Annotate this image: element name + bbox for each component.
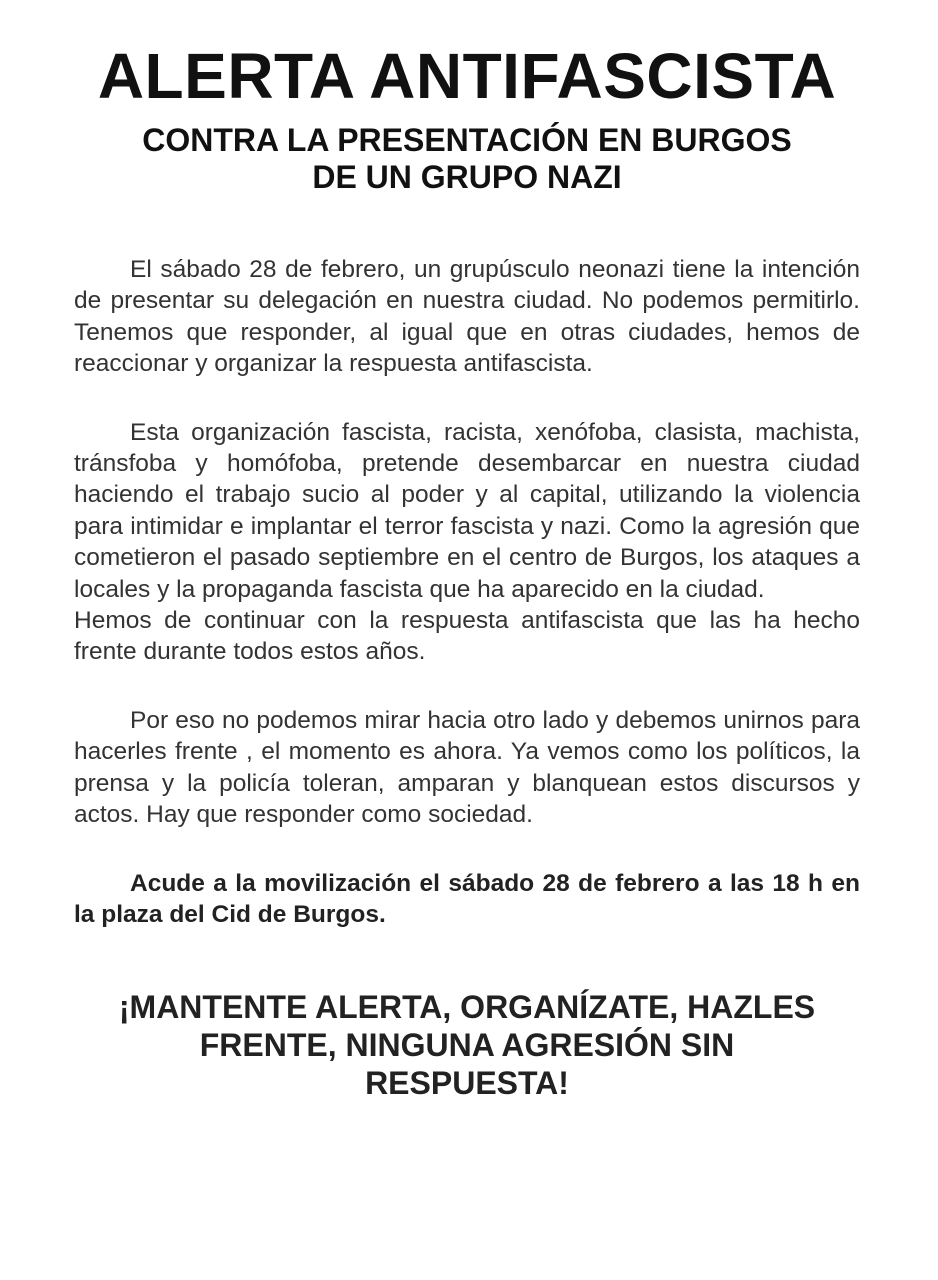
slogan-line-1: ¡MANTENTE ALERTA, ORGANÍZATE, HAZLES — [118, 989, 816, 1026]
flyer-subtitle — [74, 122, 860, 196]
slogan-line-3: RESPUESTA! — [365, 1065, 569, 1102]
paragraph-organization: Esta organización fascista, racista, xenófoba, clasista, machista, tránsfoba y homófoba, pretende desembarcar en nuestra ciudad haciendo el trabajo sucio al poder y al capital, utilizando la violencia para intimidar e implantar el terror fascista y nazi. Como la agresión que cometieron el pasado septiembre en el centro de Burgos, los ataques a locales y la propaganda fascista que ha aparecido en la ciudad. — [74, 418, 860, 603]
slogan-line-2: FRENTE, NINGUNA AGRESIÓN SIN — [199, 1027, 735, 1064]
subtitle-line-2: DE UN GRUPO NAZI — [312, 159, 622, 195]
paragraph-call-to-unite: Por eso no podemos mirar hacia otro lado y debemos unirnos para hacerles frente , el momento es ahora. Ya vemos como los políticos, la prensa y la policía toleran, amparan y blanquean estos discursos y actos. Hay que responder como sociedad. — [74, 706, 860, 829]
paragraph-announcement: El sábado 28 de febrero, un grupúsculo neonazi tiene la intención de presentar su delegación en nuestra ciudad. No podemos permitirlo. Tenemos que responder, al igual que en otras ciudades, hemos de reaccionar y organizar la respuesta antifascista. — [74, 256, 860, 378]
flyer-title: ALERTA ANTIFASCISTA — [97, 40, 837, 112]
flyer-body — [74, 254, 860, 930]
paragraph-continue: Hemos de continuar con la respuesta antifascista que las ha hecho frente durante todos estos años. — [74, 607, 860, 666]
flyer-slogan — [74, 988, 860, 1102]
subtitle-line-1: CONTRA LA PRESENTACIÓN EN BURGOS — [142, 122, 792, 158]
flyer-page — [74, 40, 860, 1102]
paragraph-mobilization: Acude a la movilización el sábado 28 de febrero a las 18 h en la plaza del Cid de Burgos. — [74, 869, 860, 928]
